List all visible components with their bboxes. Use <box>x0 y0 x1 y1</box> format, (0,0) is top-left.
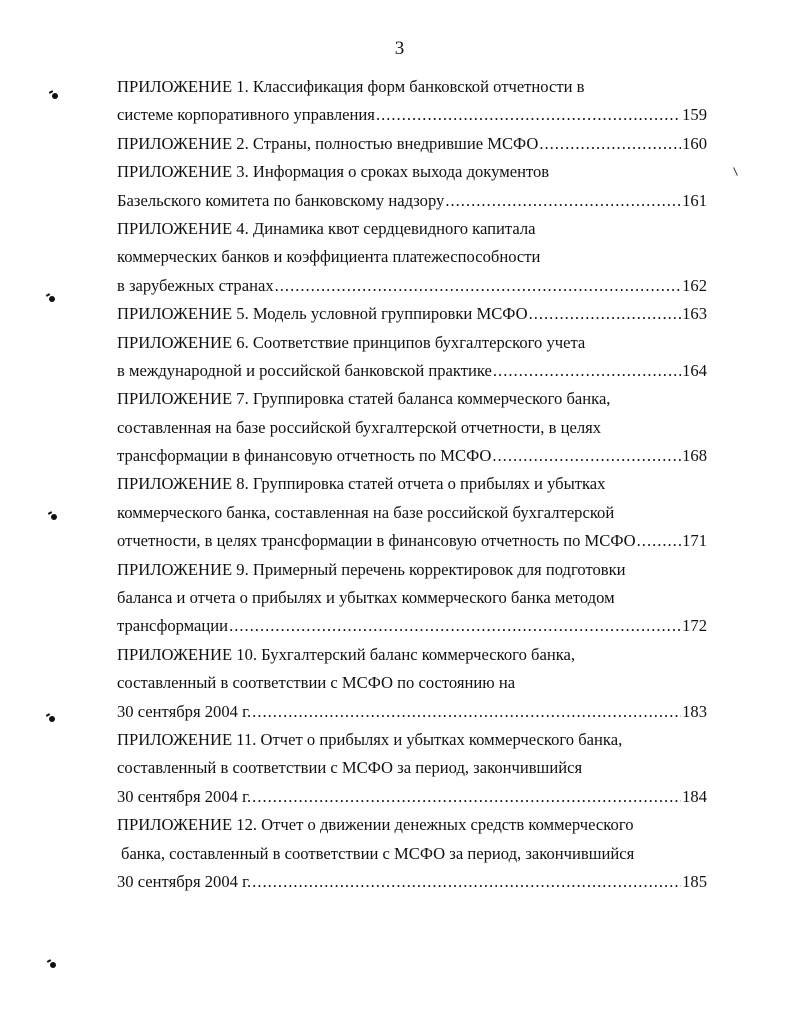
toc-entry-line-last <box>117 612 707 640</box>
toc-page-number: 184 <box>682 786 707 806</box>
toc-entry-line-last <box>117 130 707 158</box>
toc-page-number: 163 <box>682 304 707 324</box>
toc-entry-line-last <box>117 357 707 385</box>
toc-entry-line <box>117 584 707 612</box>
toc-entry-text: отчетности, в целях трансформации в финансовую отчетность по МСФО <box>117 531 636 551</box>
dot-leader <box>637 527 681 555</box>
toc-entry-line <box>117 470 707 498</box>
dot-leader <box>492 442 681 470</box>
toc-page-number: 161 <box>682 190 707 210</box>
toc-entry-text: составленный в соответствии с МСФО за период, закончившийся <box>117 758 583 778</box>
toc-entry-line <box>117 385 707 413</box>
toc-entry-text: трансформации в финансовую отчетность по МСФО <box>117 446 492 466</box>
dot-leader <box>252 698 681 726</box>
toc-entry-line <box>117 329 707 357</box>
toc-entry-text: в зарубежных странах <box>117 275 274 295</box>
dot-leader <box>275 272 681 300</box>
toc-entry-line-last <box>117 868 707 896</box>
toc-entry-line <box>117 556 707 584</box>
toc-entry-text: коммерческого банка, составленная на базе российской бухгалтерской <box>117 502 615 522</box>
dot-leader <box>376 101 681 129</box>
toc-entry-line <box>117 158 707 186</box>
toc-page-number: 164 <box>682 360 707 380</box>
toc-entry-line-last <box>117 698 707 726</box>
toc-entry-line <box>117 215 707 243</box>
toc-entry-text: системе корпоративного управления <box>117 105 375 125</box>
toc-entry-text: ПРИЛОЖЕНИЕ 6. Соответствие принципов бухгалтерского учета <box>117 332 586 352</box>
toc-entry-text: ПРИЛОЖЕНИЕ 3. Информация о сроках выхода документов <box>117 162 550 182</box>
toc-page-number: 183 <box>682 701 707 721</box>
dot-leader <box>252 868 681 896</box>
toc-entry-line <box>117 499 707 527</box>
toc-page-number: 185 <box>682 871 707 891</box>
toc-entry-text: ПРИЛОЖЕНИЕ 1. Классификация форм банковской отчетности в <box>117 77 585 96</box>
toc-page-number: 171 <box>682 531 707 551</box>
toc-entry-line-last <box>117 187 707 215</box>
binding-mark <box>49 716 55 722</box>
toc-entry-text: ПРИЛОЖЕНИЕ 5. Модель условной группировки МСФО <box>117 304 528 324</box>
table-of-contents <box>117 73 707 896</box>
toc-page-number: 162 <box>682 275 707 295</box>
toc-entry-text: Базельского комитета по банковскому надзору <box>117 190 445 210</box>
toc-page-number: 159 <box>682 105 707 125</box>
toc-entry-text: ПРИЛОЖЕНИЕ 2. Страны, полностью внедрившие МСФО <box>117 133 539 153</box>
toc-entry-line-last <box>117 272 707 300</box>
dot-leader <box>493 357 681 385</box>
dot-leader <box>229 612 681 640</box>
toc-entry-line <box>117 641 707 669</box>
binding-mark <box>52 93 58 99</box>
toc-entry-text: ПРИЛОЖЕНИЕ 12. Отчет о движении денежных средств коммерческого <box>117 815 634 835</box>
toc-entry-text: ПРИЛОЖЕНИЕ 10. Бухгалтерский баланс коммерческого банка, <box>117 644 576 664</box>
dot-leader <box>539 130 681 158</box>
toc-entry-text: ПРИЛОЖЕНИЕ 4. Динамика квот сердцевидного капитала <box>117 218 536 238</box>
binding-mark <box>49 296 55 302</box>
toc-entry-text: баланса и отчета о прибылях и убытках коммерческого банка методом <box>117 588 615 608</box>
toc-entry-line-last <box>117 300 707 328</box>
toc-entry-text: составленный в соответствии с МСФО по состоянию на <box>117 673 516 693</box>
toc-entry-text: банка, составленный в соответствии с МСФО за период, закончившийся <box>121 843 635 863</box>
toc-entry-text: ПРИЛОЖЕНИЕ 7. Группировка статей баланса коммерческого банка, <box>117 389 611 409</box>
toc-entry-line <box>117 414 707 442</box>
page-number: 3 <box>394 38 405 59</box>
toc-entry-text: коммерческих банков и коэффициента платежеспособности <box>117 247 541 267</box>
binding-mark <box>51 514 57 520</box>
binding-mark <box>50 962 56 968</box>
toc-entry-text: 30 сентября 2004 г. <box>117 786 252 806</box>
toc-entry-text: 30 сентября 2004 г. <box>117 871 252 891</box>
toc-entry-line <box>117 669 707 697</box>
toc-entry-line-last <box>117 442 707 470</box>
toc-entry-text: ПРИЛОЖЕНИЕ 9. Примерный перечень корректировок для подготовки <box>117 559 626 579</box>
toc-entry-line <box>117 243 707 271</box>
toc-entry-line <box>117 754 707 782</box>
toc-entry-text: трансформации <box>117 616 229 636</box>
toc-entry-line-last <box>117 101 707 129</box>
toc-entry-text: ПРИЛОЖЕНИЕ 11. Отчет о прибылях и убытках коммерческого банка, <box>117 729 623 749</box>
toc-page-number: 160 <box>682 133 707 153</box>
toc-page-number: 168 <box>682 446 707 466</box>
toc-entry-line <box>117 73 707 101</box>
toc-entry-text: в международной и российской банковской практике <box>117 360 492 380</box>
scan-artifact <box>733 167 738 176</box>
toc-entry-line <box>117 811 707 839</box>
toc-entry-line-last <box>117 783 707 811</box>
toc-entry-line <box>117 726 707 754</box>
dot-leader <box>445 187 681 215</box>
toc-entry-text: 30 сентября 2004 г. <box>117 701 252 721</box>
toc-entry-line-last <box>117 527 707 555</box>
toc-page-number: 172 <box>682 616 707 636</box>
dot-leader <box>252 783 681 811</box>
dot-leader <box>529 300 682 328</box>
toc-entry-line <box>117 840 707 868</box>
toc-entry-text: составленная на базе российской бухгалтерской отчетности, в целях <box>117 417 602 437</box>
toc-entry-text: ПРИЛОЖЕНИЕ 8. Группировка статей отчета о прибылях и убытках <box>117 474 606 494</box>
